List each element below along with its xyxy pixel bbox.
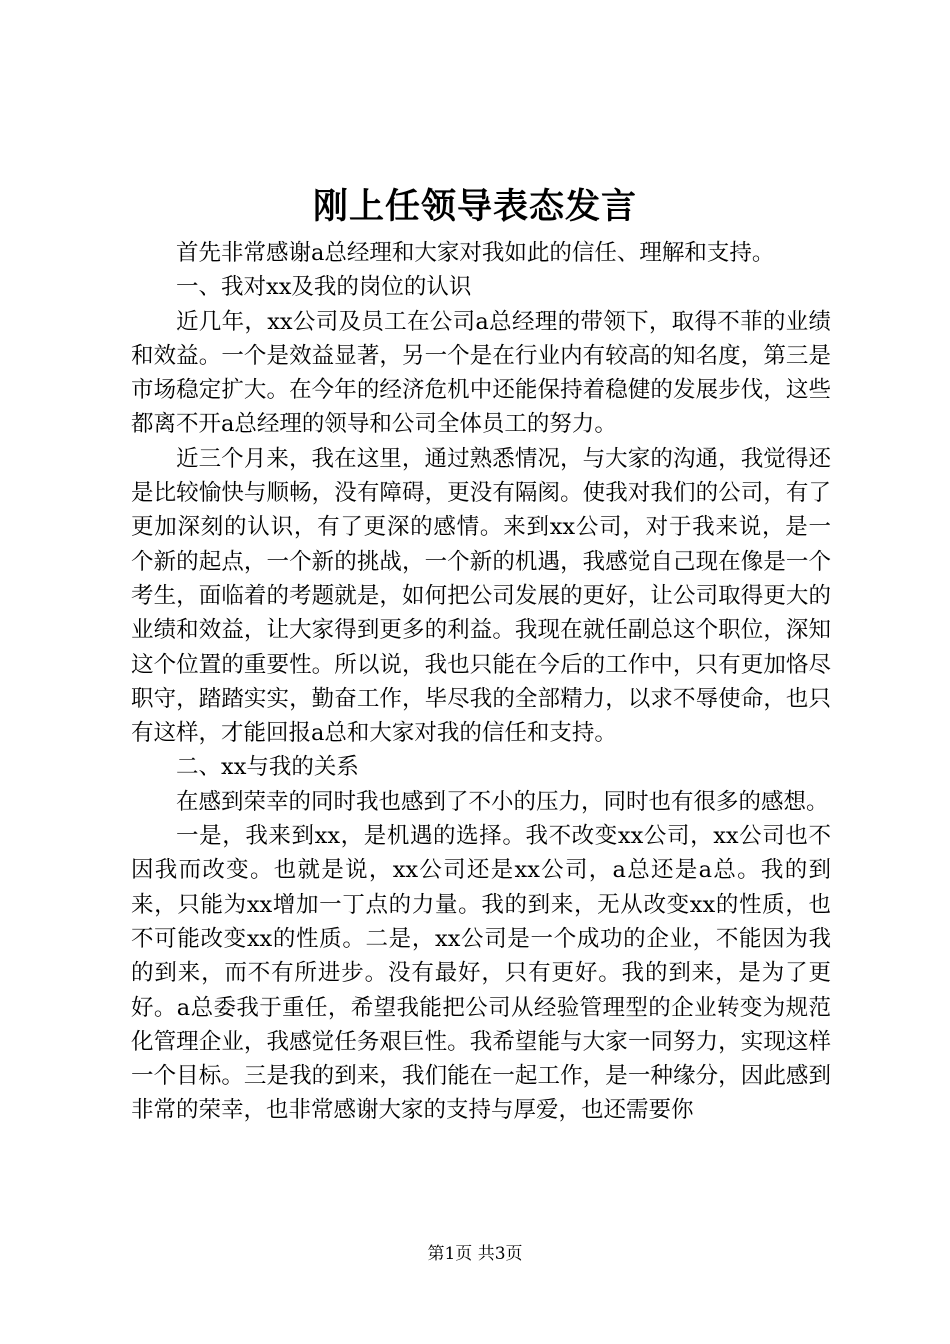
- paragraph-thanks: 首先非常感谢a总经理和大家对我如此的信任、理解和支持。: [176, 240, 775, 266]
- document-title: 刚上任领导表态发言: [312, 186, 637, 227]
- paragraph-relationship-points: 一是，我来到xx，是机遇的选择。我不改变xx公司，xx公司也不因我而改变。也就是说，xx公司还是xx公司，a总还是a总。我的到来，只能为xx增加一丁点的力量。我的到来，无从改变xx的性质，也不可能改变xx的性质。二是，xx公司是一个成功的企业，不能因为我的到来，而不有所进步。没有最好，只有更好。我的到来，是为了更好。a总委我于重任，希望我能把公司从经验管理型的企业转变为规范化管理企业，我感觉任务艰巨性。我希望能与大家一同努力，实现这样一个目标。三是我的到来，我们能在一起工作，是一种缘分，因此感到非常的荣幸，也非常感谢大家的支持与厚爱，也还需要你: [131, 823, 831, 1124]
- document-body: [131, 236, 831, 1128]
- section-heading-2: 二、xx与我的关系: [176, 754, 359, 781]
- paragraph-pressure: 在感到荣幸的同时我也感到了不小的压力，同时也有很多的感想。: [176, 788, 829, 815]
- section-heading-1: 一、我对xx及我的岗位的认识: [176, 274, 472, 301]
- paragraph-three-months: 近三个月来，我在这里，通过熟悉情况，与大家的沟通，我觉得还是比较愉快与顺畅，没有障碍，更没有隔阂。使我对我们的公司，有了更加深刻的认识，有了更深的感情。来到xx公司，对于我来说，是一个新的起点，一个新的挑战，一个新的机遇，我感觉自己现在像是一个考生，面临着的考题就是，如何把公司发展的更好，让公司取得更大的业绩和效益，让大家得到更多的利益。我现在就任副总这个职位，深知这个位置的重要性。所以说，我也只能在今后的工作中，只有更加恪尽职守，踏踏实实，勤奋工作，毕尽我的全部精力，以求不辱使命，也只有这样，才能回报a总和大家对我的信任和支持。: [131, 445, 831, 747]
- page-footer: 第1页 共3页: [427, 1244, 523, 1264]
- paragraph-company-recognition: 近几年，xx公司及员工在公司a总经理的带领下，取得不菲的业绩和效益。一个是效益显著，另一个是在行业内有较高的知名度，第三是市场稳定扩大。在今年的经济危机中还能保持着稳健的发展步伐，这些都离不开a总经理的领导和公司全体员工的努力。: [131, 308, 831, 438]
